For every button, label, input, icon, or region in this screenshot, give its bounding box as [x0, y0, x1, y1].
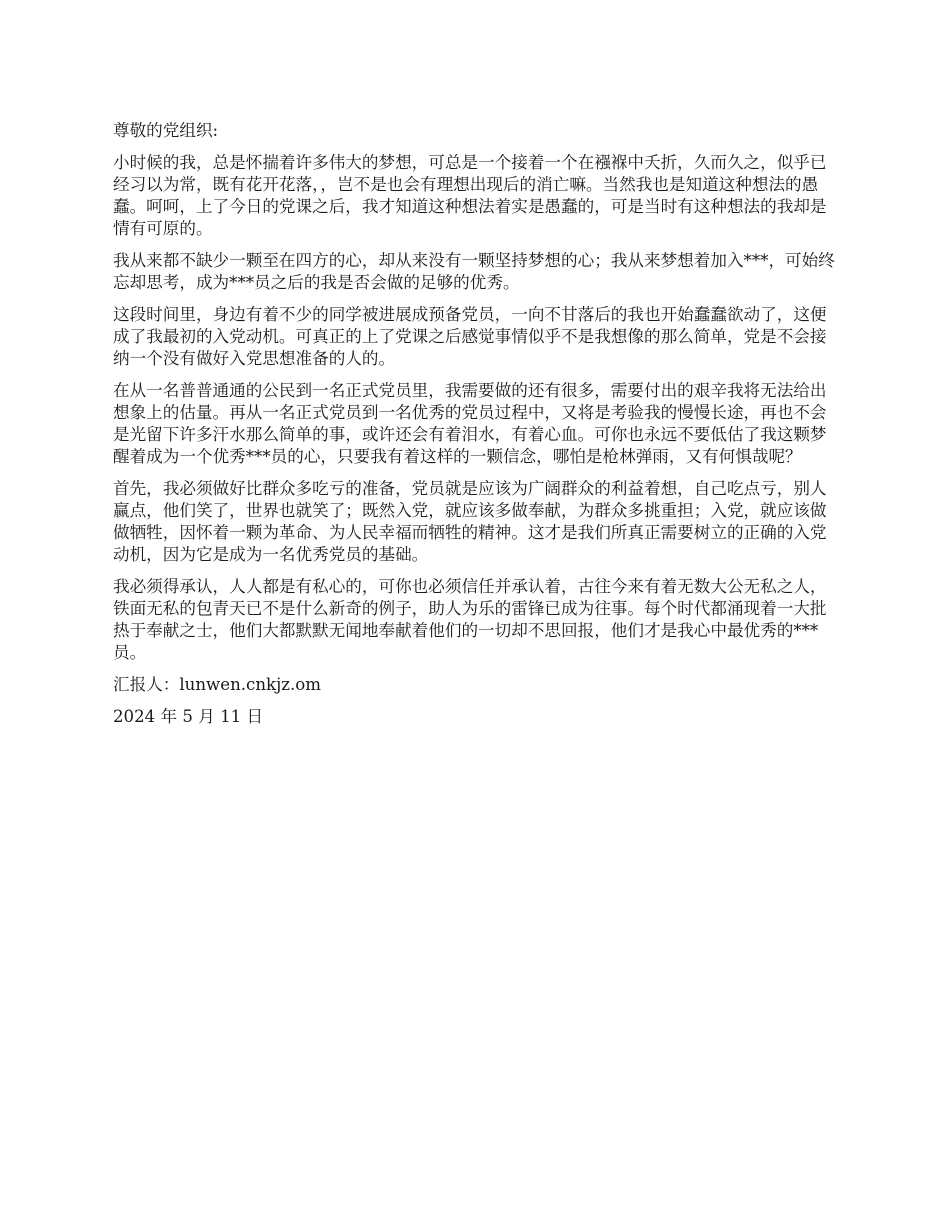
letter-paragraph-3: 这段时间里，身边有着不少的同学被进展成预备党员，一向不甘落后的我也开始蠢蠢欲动了，这便成了我最初的入党动机。可真正的上了党课之后感觉事情似乎不是我想像的那么简单，党是不会接纳一个没有做好入党思想准备的人的。 — [113, 305, 827, 368]
letter-reporter: 汇报人：lunwen.cnkjz.om — [113, 675, 321, 694]
document-page — [113, 120, 840, 738]
letter-paragraph-4: 在从一名普普通通的公民到一名正式党员里，我需要做的还有很多，需要付出的艰辛我将无法给出想象上的估量。再从一名正式党员到一名优秀的党员过程中，又将是考验我的慢慢长途，再也不会是光留下许多汗水那么简单的事，或许还会有着泪水，有着心血。可你也永远不要低估了我这颗梦醒着成为一个优秀***员的心，只要我有着这样的一颗信念，哪怕是枪林弹雨，又有何惧哉呢？ — [113, 381, 827, 466]
letter-date: 2024 年 5 月 11 日 — [113, 707, 264, 726]
letter-paragraph-6: 我必须得承认，人人都是有私心的，可你也必须信任并承认着，古往今来有着无数大公无私之人，铁面无私的包青天已不是什么新奇的例子，助人为乐的雷锋已成为往事。每个时代都涌现着一大批热于奉献之士，他们大都默默无闻地奉献着他们的一切却不思回报，他们才是我心中最优秀的***员。 — [113, 577, 827, 662]
letter-greeting: 尊敬的党组织: — [113, 121, 219, 140]
letter-paragraph-1: 小时候的我，总是怀揣着许多伟大的梦想，可总是一个接着一个在襁褓中夭折，久而久之，似乎已经习以为常，既有花开花落，，岂不是也会有理想出现后的消亡嘛。当然我也是知道这种想法的愚蠢。呵呵，上了今日的党课之后，我才知道这种想法着实是愚蠢的，可是当时有这种想法的我却是情有可原的。 — [113, 153, 827, 238]
letter-paragraph-5: 首先，我必须做好比群众多吃亏的准备，党员就是应该为广阔群众的利益着想，自己吃点亏，别人赢点，他们笑了，世界也就笑了；既然入党，就应该多做奉献，为群众多挑重担；入党，就应该做做牺牲，因怀着一颗为革命、为人民幸福而牺牲的精神。这才是我们所真正需要树立的正确的入党动机，因为它是成为一名优秀党员的基础。 — [113, 479, 827, 564]
letter-paragraph-2: 我从来都不缺少一颗至在四方的心，却从来没有一颗坚持梦想的心；我从来梦想着加入***，可始终忘却思考，成为***员之后的我是否会做的足够的优秀。 — [113, 251, 835, 292]
